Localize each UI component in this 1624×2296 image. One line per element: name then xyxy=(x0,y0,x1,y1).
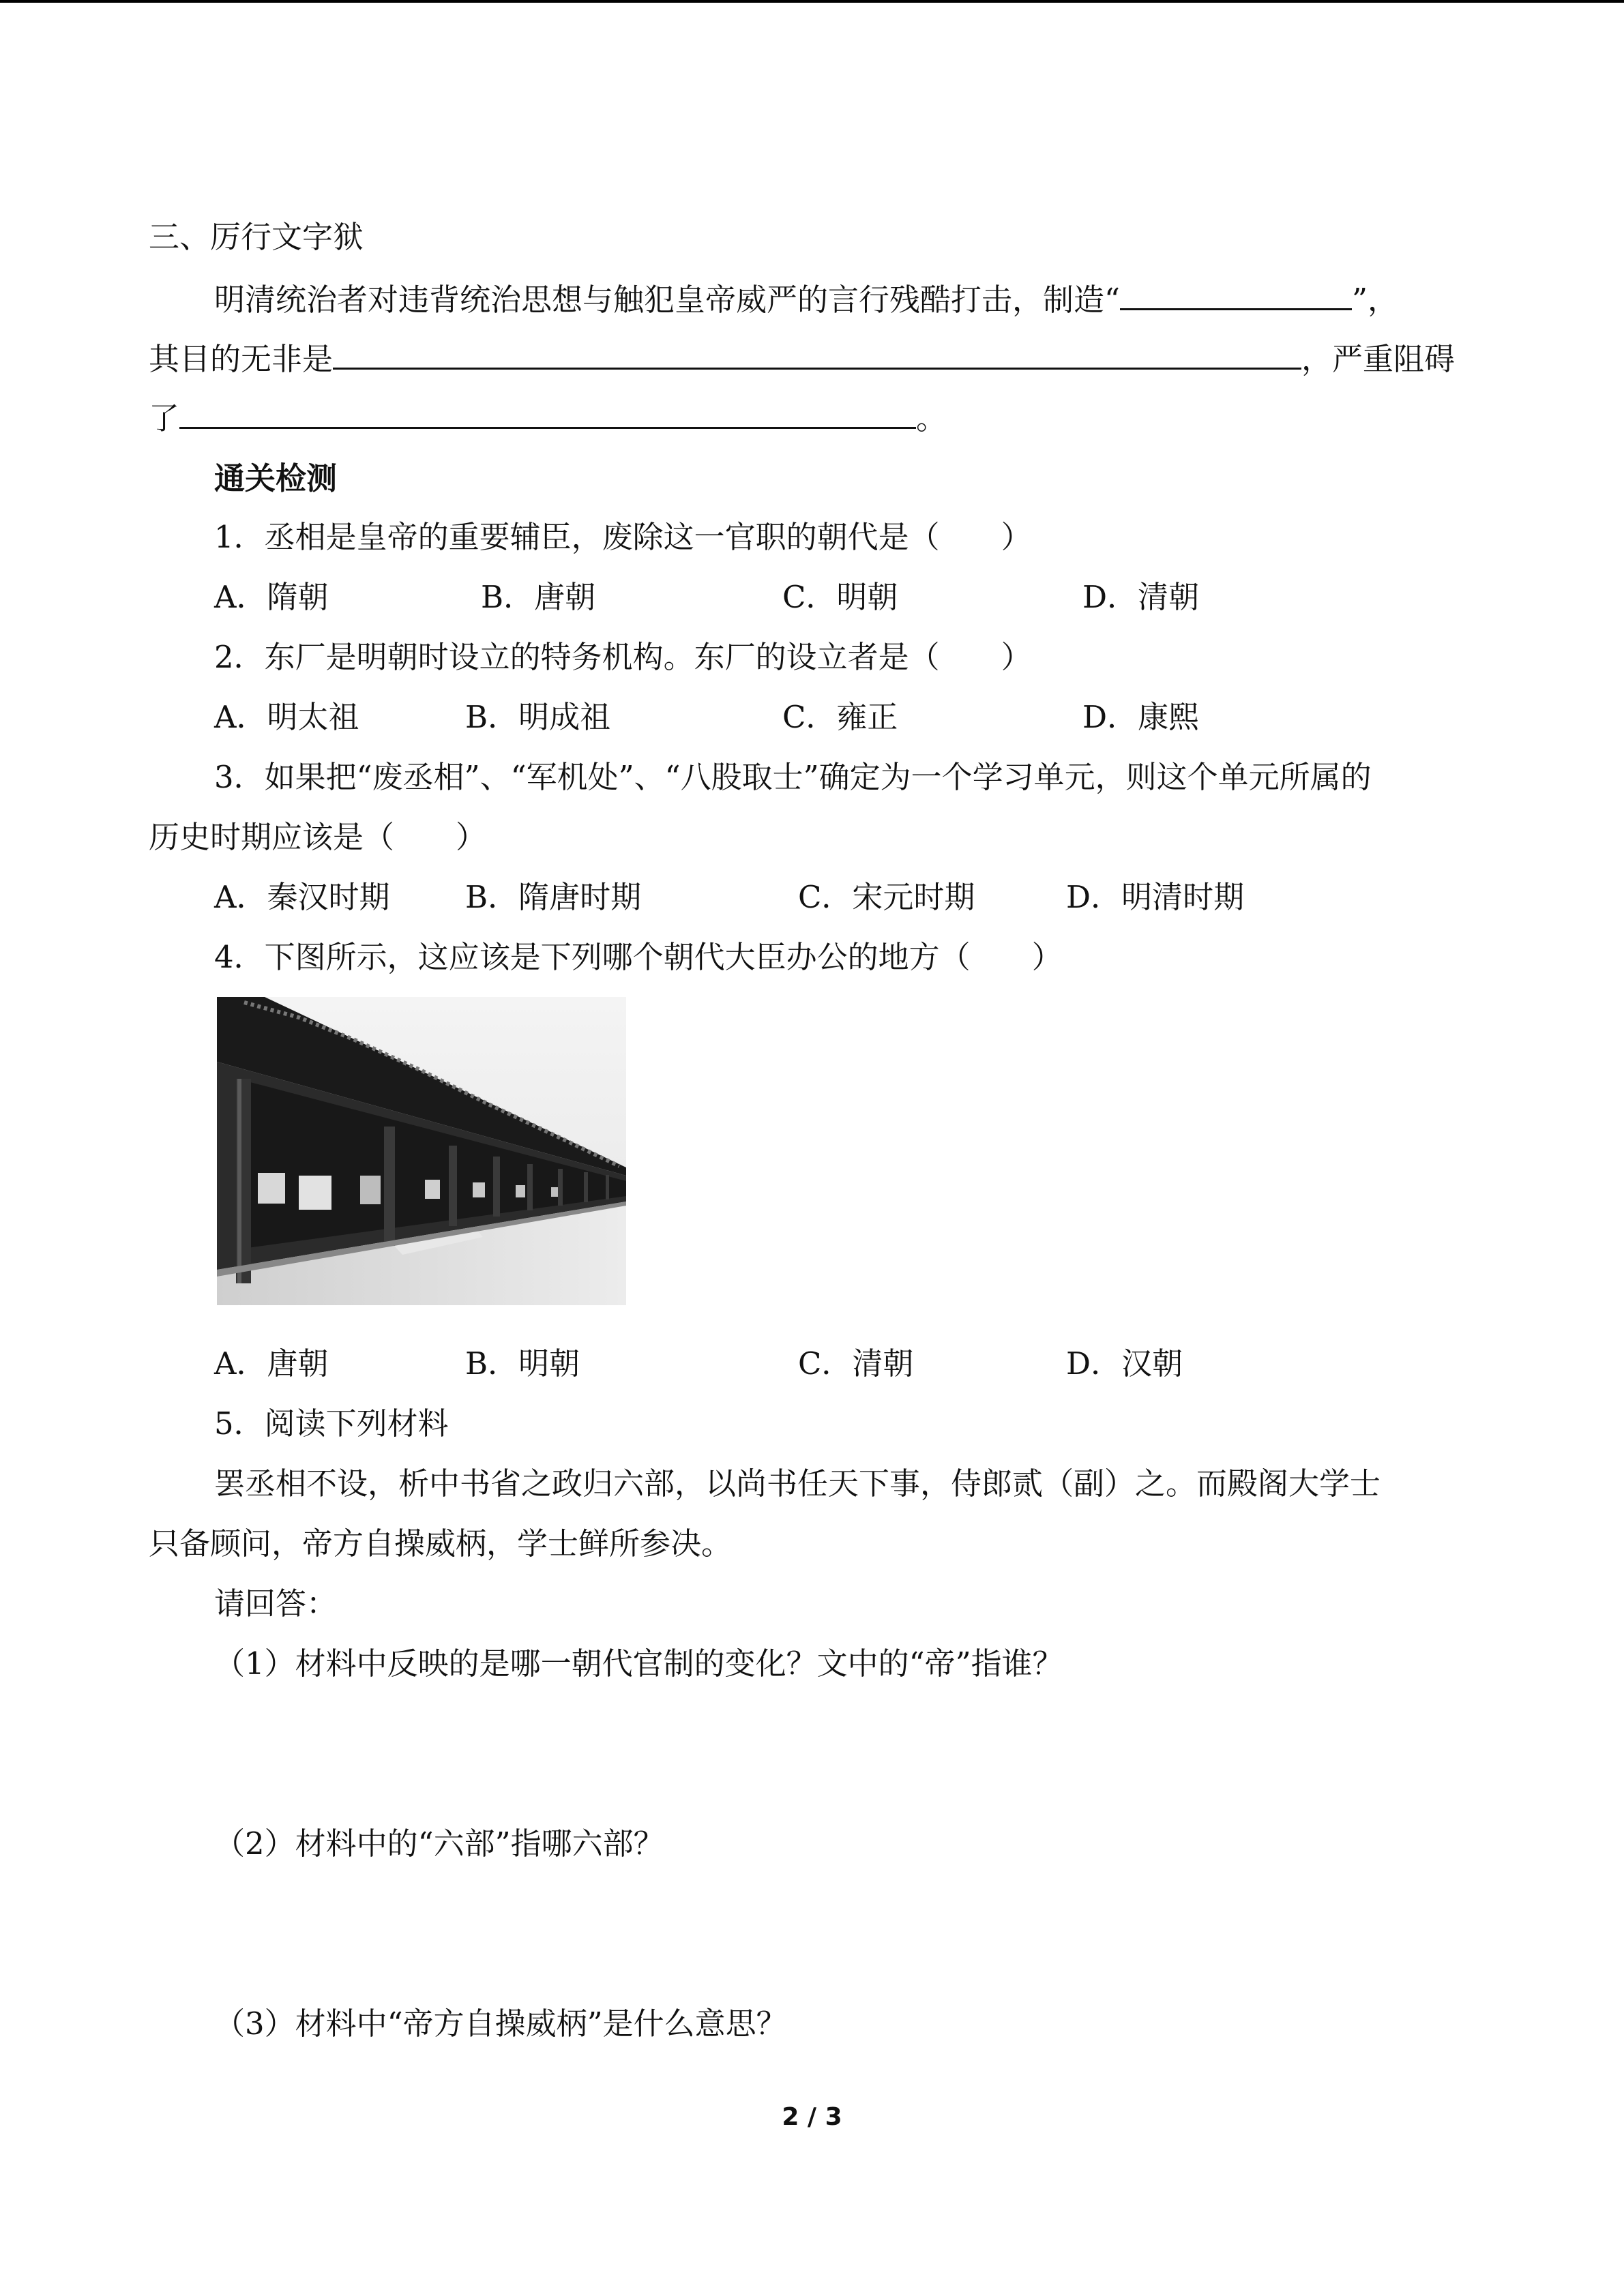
page-number: 2 / 3 xyxy=(782,2103,842,2131)
blank-fill-1[interactable] xyxy=(1120,278,1352,310)
question-1-option-d[interactable]: D．清朝 xyxy=(1082,579,1200,615)
question-4-stem: 4．下图所示，这应该是下列哪个朝代大臣办公的地方（ ） xyxy=(214,939,1063,975)
blank-fill-2[interactable] xyxy=(333,338,1301,370)
question-1-option-a[interactable]: A．隋朝 xyxy=(214,579,329,615)
question-5-stem: 5．阅读下列材料 xyxy=(214,1405,449,1442)
question-5-sub3: （3）材料中“帝方自操威柄”是什么意思？ xyxy=(214,2006,787,2042)
section-heading: 三、厉行文字狱 xyxy=(149,219,364,255)
question-4-option-b[interactable]: B．明朝 xyxy=(465,1345,580,1382)
question-4-option-a[interactable]: A．唐朝 xyxy=(214,1345,329,1382)
question-3-option-c[interactable]: C．宋元时期 xyxy=(798,879,975,915)
section-paragraph-line3: 了 。 xyxy=(149,397,947,439)
question-3-stem-line2: 历史时期应该是（ ） xyxy=(149,819,487,855)
question-3-option-a[interactable]: A．秦汉时期 xyxy=(214,879,390,915)
question-1-option-c[interactable]: C．明朝 xyxy=(782,579,898,615)
question-3-stem-line1: 3．如果把“废丞相”、“军机处”、“八股取士”确定为一个学习单元，则这个单元所属的 xyxy=(214,759,1372,795)
quiz-title: 通关检测 xyxy=(214,460,338,496)
question-5-sub2: （2）材料中的“六部”指哪六部？ xyxy=(214,1825,664,1862)
question-5-prompt: 请回答： xyxy=(214,1585,338,1622)
corridor-building-photo xyxy=(217,997,626,1305)
section-paragraph-line1: 明清统治者对违背统治思想与触犯皇帝威严的言行残酷打击，制造“ ”， xyxy=(214,278,1398,320)
question-2-stem: 2．东厂是明朝时设立的特务机构。东厂的设立者是（ ） xyxy=(214,639,1032,675)
question-5-sub1: （1）材料中反映的是哪一朝代官制的变化？文中的“帝”指谁？ xyxy=(214,1645,1063,1682)
question-1-option-b[interactable]: B．唐朝 xyxy=(481,579,596,615)
question-1-stem: 1．丞相是皇帝的重要辅臣，废除这一官职的朝代是（ ） xyxy=(214,519,1032,555)
question-4-option-c[interactable]: C．清朝 xyxy=(798,1345,914,1382)
question-4-option-d[interactable]: D．汉朝 xyxy=(1066,1345,1183,1382)
question-2-option-a[interactable]: A．明太祖 xyxy=(214,699,359,735)
blank-fill-3[interactable] xyxy=(179,397,916,429)
question-5-material-line2: 只备顾问，帝方自操威柄，学士鲜所参决。 xyxy=(149,1525,733,1562)
question-2-option-c[interactable]: C．雍正 xyxy=(782,699,898,735)
question-3-option-b[interactable]: B．隋唐时期 xyxy=(465,879,642,915)
question-5-material-line1: 罢丞相不设，析中书省之政归六部，以尚书任天下事，侍郎贰（副）之。而殿阁大学士 xyxy=(214,1465,1381,1502)
question-2-option-d[interactable]: D．康熙 xyxy=(1082,699,1200,735)
question-3-option-d[interactable]: D．明清时期 xyxy=(1066,879,1245,915)
section-paragraph-line2: 其目的无非是 ，严重阻碍 xyxy=(149,338,1455,380)
question-2-option-b[interactable]: B．明成祖 xyxy=(465,699,611,735)
